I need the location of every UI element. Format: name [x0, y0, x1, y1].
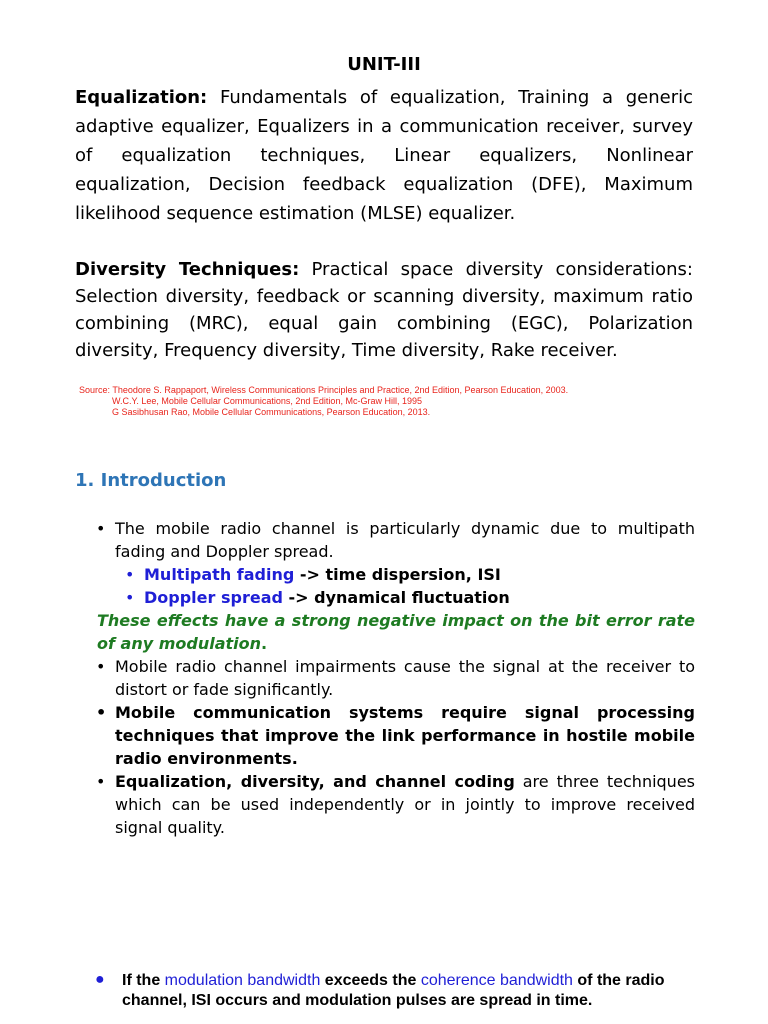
list-item-text: Mobile radio channel impairments cause the signal at the receiver to distort or fade significantly.	[115, 657, 695, 699]
bullet-icon: •	[125, 565, 135, 584]
list-item-text: Mobile communication systems require signal processing techniques that improve the link performance in hostile mobile radio environments.	[115, 703, 695, 768]
section-heading: 1. Introduction	[75, 470, 227, 491]
sub-list-item	[75, 586, 695, 609]
list-item-bold-text: Equalization, diversity, and channel coding	[115, 772, 515, 791]
diversity-text: Practical space diversity considerations: Selection diversity, feedback or scanning diversity, maximum ratio combining (MRC), equal gain combining (EGC), Polarization diversity, Frequency diversity, Time diversity, Rake receiver.	[75, 259, 693, 361]
source-line: G Sasibhusan Rao, Mobile Cellular Communications, Pearson Education, 2013.	[112, 407, 431, 417]
list-item	[75, 701, 695, 770]
bullet-icon: •	[125, 588, 135, 607]
bullet-icon: •	[96, 703, 107, 722]
term-multipath-fading: Multipath fading	[144, 565, 295, 584]
sub-item-text: -> time dispersion, ISI	[294, 565, 501, 584]
bullet-icon: •	[96, 772, 106, 791]
bottom-bullet-text: If the modulation bandwidth exceeds the coherence bandwidth of the radio channel, ISI occurs and modulation pulses are spread in time.	[122, 972, 665, 1009]
list-item-text: are three techniques which can be used independently or in jointly to improve received signal quality.	[115, 772, 696, 837]
term-doppler-spread: Doppler spread	[144, 588, 283, 607]
term-coherence-bandwidth: coherence bandwidth	[420, 972, 573, 989]
intro-list	[75, 517, 695, 839]
source-line: Source: Theodore S. Rappaport, Wireless Communications Principles and Practice, 2nd Edition, Pearson Education, 2003.	[79, 385, 569, 395]
list-item-text: The mobile radio channel is particularly dynamic due to multipath fading and Doppler spread.	[115, 519, 695, 561]
sub-list-item	[75, 563, 695, 586]
diversity-label: Diversity Techniques:	[75, 259, 300, 280]
note-end: .	[261, 634, 268, 653]
list-item	[75, 770, 695, 839]
note-text: These effects have a strong negative impact on the bit error rate of any modulation	[97, 611, 695, 653]
bullet-icon: •	[96, 519, 106, 538]
bullet-icon: •	[96, 657, 106, 676]
list-item	[75, 517, 695, 563]
unit-title: UNIT-III	[347, 54, 421, 75]
list-item	[75, 655, 695, 701]
equalization-paragraph	[75, 83, 693, 228]
source-line: W.C.Y. Lee, Mobile Cellular Communications, 2nd Edition, Mc-Graw Hill, 1995	[112, 396, 422, 406]
source-references	[79, 385, 568, 418]
bottom-bullet	[95, 971, 695, 1011]
diversity-paragraph	[75, 256, 693, 364]
equalization-text: Fundamentals of equalization, Training a generic adaptive equalizer, Equalizers in a communication receiver, survey of equalization techniques, Linear equalizers, Nonlinear equalization, Decision feedback equalization (DFE), Maximum likelihood sequence estimation (MLSE) equalizer.	[75, 87, 693, 224]
term-modulation-bandwidth: modulation bandwidth	[164, 972, 321, 989]
bullet-icon: ●	[95, 971, 105, 988]
equalization-label: Equalization:	[75, 87, 208, 108]
emphasis-note	[75, 609, 695, 655]
sub-item-text: -> dynamical fluctuation	[282, 588, 510, 607]
